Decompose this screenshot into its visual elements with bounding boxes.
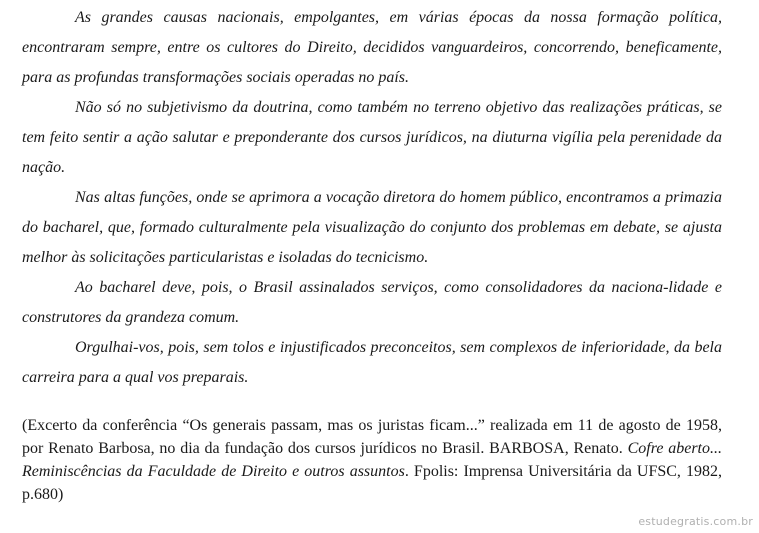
- paragraph-2: Não só no subjetivismo da doutrina, como também no terreno objetivo das realizações práticas, se tem feito sentir a ação salutar e preponderante dos cursos jurídicos, na diuturna vigília pela perenidade da nação.: [22, 99, 722, 176]
- paragraph-4: Ao bacharel deve, pois, o Brasil assinalados serviços, como consolidadores da naciona-lidade e construtores da grandeza comum.: [22, 279, 722, 326]
- paragraph-1: As grandes causas nacionais, empolgantes, em várias épocas da nossa formação política, encontraram sempre, entre os cultores do Direito, decididos vanguardeiros, concorrendo, beneficamente, para as profundas transformações sociais operadas no país.: [22, 9, 722, 86]
- citation-book-title: Cofre aberto... Reminiscências da Faculdade de Direito e outros assuntos: [22, 440, 723, 480]
- watermark: estudegratis.com.br: [638, 515, 753, 528]
- paragraph-5: Orgulhai-vos, pois, sem tolos e injustificados preconceitos, sem complexos de inferioridade, da bela carreira para a qual vos preparais.: [22, 339, 722, 386]
- citation-intro: (Excerto da conferência “Os generais passam, mas os juristas ficam...” realizada em 11 de agosto de 1958, por Renato Barbosa, no dia da fundação dos cursos jurídicos no Brasil. BARBOSA, Renato.: [22, 417, 722, 457]
- document-body: [22, 3, 722, 506]
- citation: [22, 414, 722, 506]
- paragraph-3: Nas altas funções, onde se aprimora a vocação diretora do homem público, encontramos a primazia do bacharel, que, formado culturalmente pela visualização do conjunto dos problemas em debate, se ajusta melhor às solicitações particularistas e isoladas do tecnicismo.: [22, 189, 722, 266]
- citation-publisher: . Fpolis: Imprensa Universitária da UFSC, 1982, p.680): [22, 463, 723, 503]
